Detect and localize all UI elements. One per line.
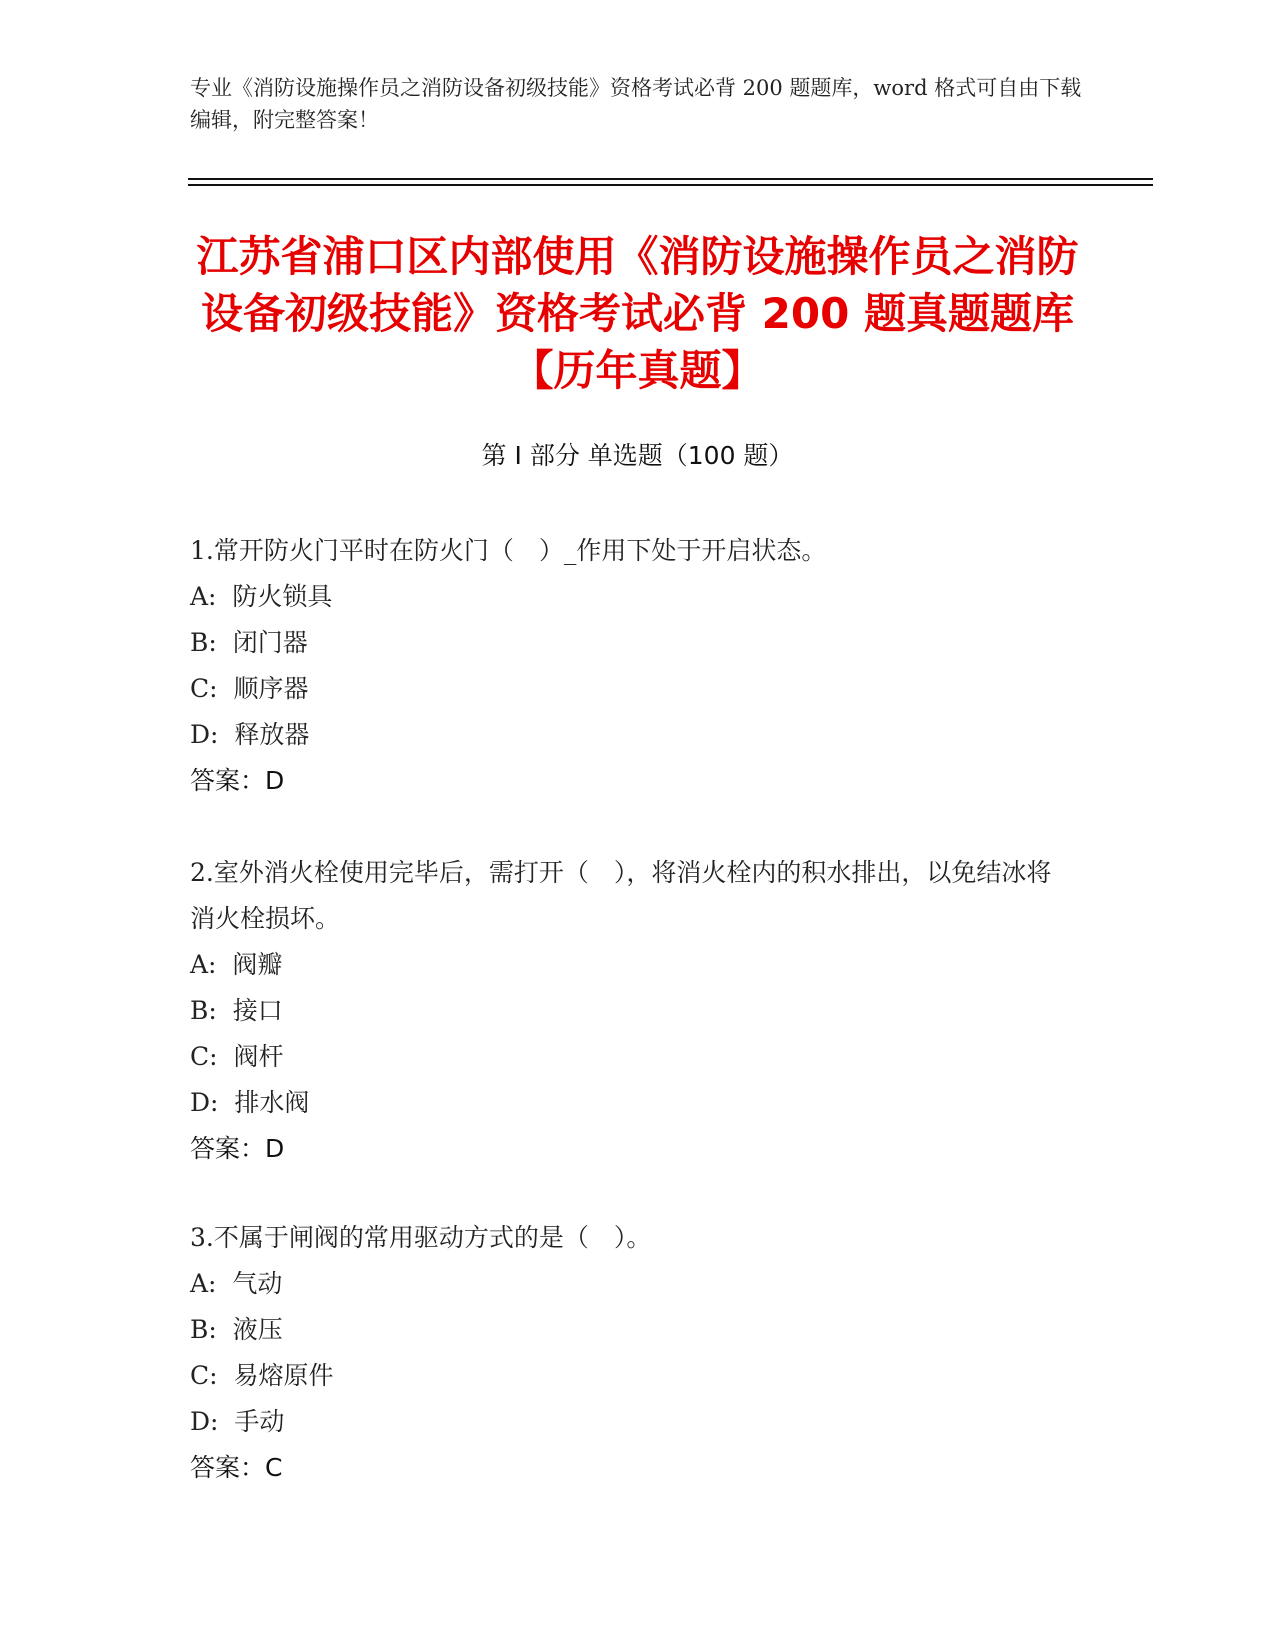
option-b: B: 接口 (190, 996, 283, 1025)
header-divider-top (188, 178, 1153, 180)
option-b: B: 闭门器 (190, 628, 308, 657)
document-title: 江苏省浦口区内部使用《消防设施操作员之消防设备初级技能》资格考试必背 200 题真题题库【历年真题】 (196, 232, 1079, 395)
section-heading: 第 I 部分 单选题（100 题） (481, 441, 794, 470)
option-b: B: 液压 (190, 1315, 283, 1344)
option-a: A: 防火锁具 (190, 582, 333, 611)
answer-line: 答案：D (190, 1134, 285, 1163)
header-divider-bottom (188, 184, 1153, 186)
option-a: A: 气动 (190, 1269, 283, 1298)
option-a: A: 阀瓣 (190, 950, 283, 979)
answer-line: 答案：C (190, 1453, 283, 1482)
question-item (190, 1215, 1070, 1491)
option-c: C: 顺序器 (190, 674, 309, 703)
option-c: C: 阀杆 (190, 1042, 284, 1071)
header-note: 专业《消防设施操作员之消防设备初级技能》资格考试必背 200 题题库，word 格式可自由下载编辑，附完整答案！ (190, 76, 1082, 132)
option-d: D: 手动 (190, 1407, 285, 1436)
question-item (190, 850, 1070, 1172)
question-item (190, 528, 1070, 804)
question-stem: 3.不属于闸阀的常用驱动方式的是（ ）。 (190, 1223, 652, 1252)
option-c: C: 易熔原件 (190, 1361, 334, 1390)
answer-line: 答案：D (190, 766, 285, 795)
option-d: D: 释放器 (190, 720, 310, 749)
question-stem: 2.室外消火栓使用完毕后，需打开（ ），将消火栓内的积水排出，以免结冰将消火栓损坏。 (190, 858, 1052, 933)
option-d: D: 排水阀 (190, 1088, 310, 1117)
question-stem: 1.常开防火门平时在防火门（ ）_作用下处于开启状态。 (190, 536, 827, 565)
